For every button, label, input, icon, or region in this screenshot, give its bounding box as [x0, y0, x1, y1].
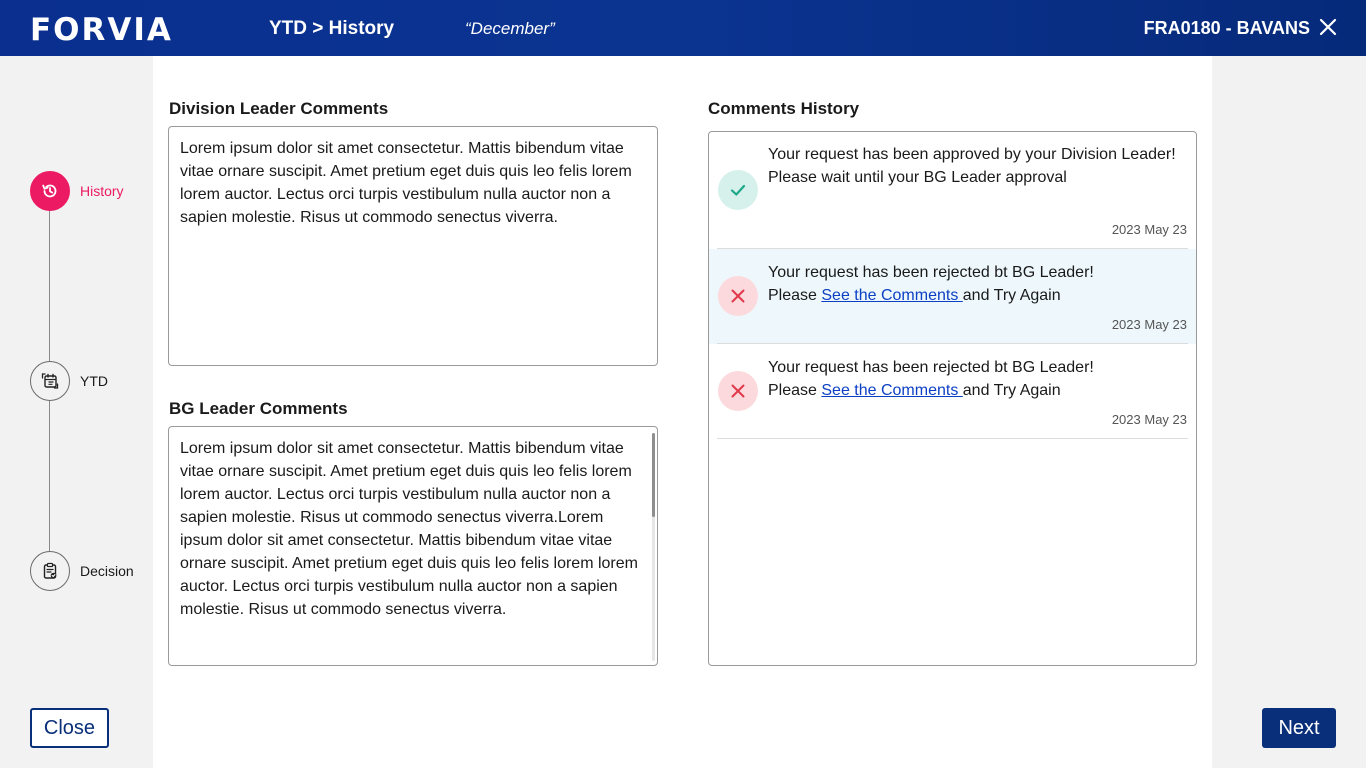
history-item: [709, 249, 1196, 344]
history-item-date: 2023 May 23: [1111, 317, 1187, 332]
history-item-line: [768, 284, 1188, 307]
calendar-swap-icon: [30, 361, 70, 401]
clipboard-check-icon: [30, 551, 70, 591]
division-comments-text: Lorem ipsum dolor sit amet consectetur. Mattis bibendum vitae vitae ornare suscipit. Amet pretium eget duis quis leo felis lorem lorem auctor. Lectus orci turpis vestibulum nulla auctor non a sapien molestie. Risus ut commodo senectus viverra.: [180, 140, 632, 226]
month-label: “December”: [465, 19, 555, 38]
history-item-suffix: and Try Again: [962, 287, 1061, 304]
step-ytd[interactable]: [30, 361, 145, 401]
next-button[interactable]: Next: [1262, 708, 1336, 748]
history-item-line: Your request has been approved by your Division Leader!: [768, 146, 1176, 163]
check-icon: [718, 170, 758, 210]
history-item-line: Your request has been rejected bt BG Leader!: [768, 264, 1094, 281]
history-item: [709, 344, 1196, 439]
bg-comments-text: Lorem ipsum dolor sit amet consectetur. Mattis bibendum vitae vitae ornare suscipit. Amet pretium eget duis quis leo felis lorem lorem auctor. Lectus orci turpis vestibulum nulla auctor non a sapien molestie. Risus ut commodo senectus viverra.Lorem ipsum dolor sit amet consectetur. Mattis bibendum vitae vitae ornare suscipit. Amet pretium eget duis quis leo felis lorem lorem auctor. Lectus orci turpis vestibulum nulla auctor non a sapien molestie. Risus ut commodo senectus viverra.: [180, 440, 638, 618]
history-item-message: [768, 356, 1188, 402]
app-header: [0, 0, 1366, 56]
history-item-prefix: Please: [768, 287, 822, 304]
divider: [717, 438, 1188, 439]
history-item-date: 2023 May 23: [1111, 412, 1187, 427]
bg-comments-title: BG Leader Comments: [169, 399, 348, 418]
step-label: YTD: [80, 373, 108, 389]
history-item-message: [768, 261, 1188, 307]
history-item-line: [768, 379, 1188, 402]
history-item-line: Your request has been rejected bt BG Leader!: [768, 359, 1094, 376]
forvia-logo: FORVIA: [30, 12, 173, 48]
comments-history-title: Comments History: [708, 99, 860, 118]
see-comments-link[interactable]: See the Comments: [821, 287, 963, 304]
bg-comments-box[interactable]: [168, 426, 658, 666]
breadcrumb: YTD > History: [269, 18, 395, 39]
step-label: History: [80, 183, 124, 199]
close-icon[interactable]: [1318, 17, 1338, 37]
division-comments-box[interactable]: [168, 126, 658, 366]
close-button[interactable]: Close: [30, 708, 109, 748]
history-item: [709, 132, 1196, 249]
see-comments-link[interactable]: See the Comments: [821, 382, 963, 399]
history-item-line: Please wait until your BG Leader approval: [768, 169, 1067, 186]
user-label: FRA0180 - BAVANS: [1143, 18, 1310, 38]
step-label: Decision: [80, 563, 134, 579]
scrollbar-thumb[interactable]: [652, 433, 655, 517]
history-item-prefix: Please: [768, 382, 822, 399]
x-icon: [718, 276, 758, 316]
comments-history-list: [708, 131, 1197, 666]
step-decision[interactable]: [30, 551, 145, 591]
history-item-message: [768, 143, 1188, 189]
history-icon: [30, 171, 70, 211]
x-icon: [718, 371, 758, 411]
division-comments-title: Division Leader Comments: [169, 99, 389, 118]
step-history[interactable]: [30, 171, 145, 211]
history-item-suffix: and Try Again: [962, 382, 1061, 399]
history-item-date: 2023 May 23: [1111, 222, 1187, 237]
